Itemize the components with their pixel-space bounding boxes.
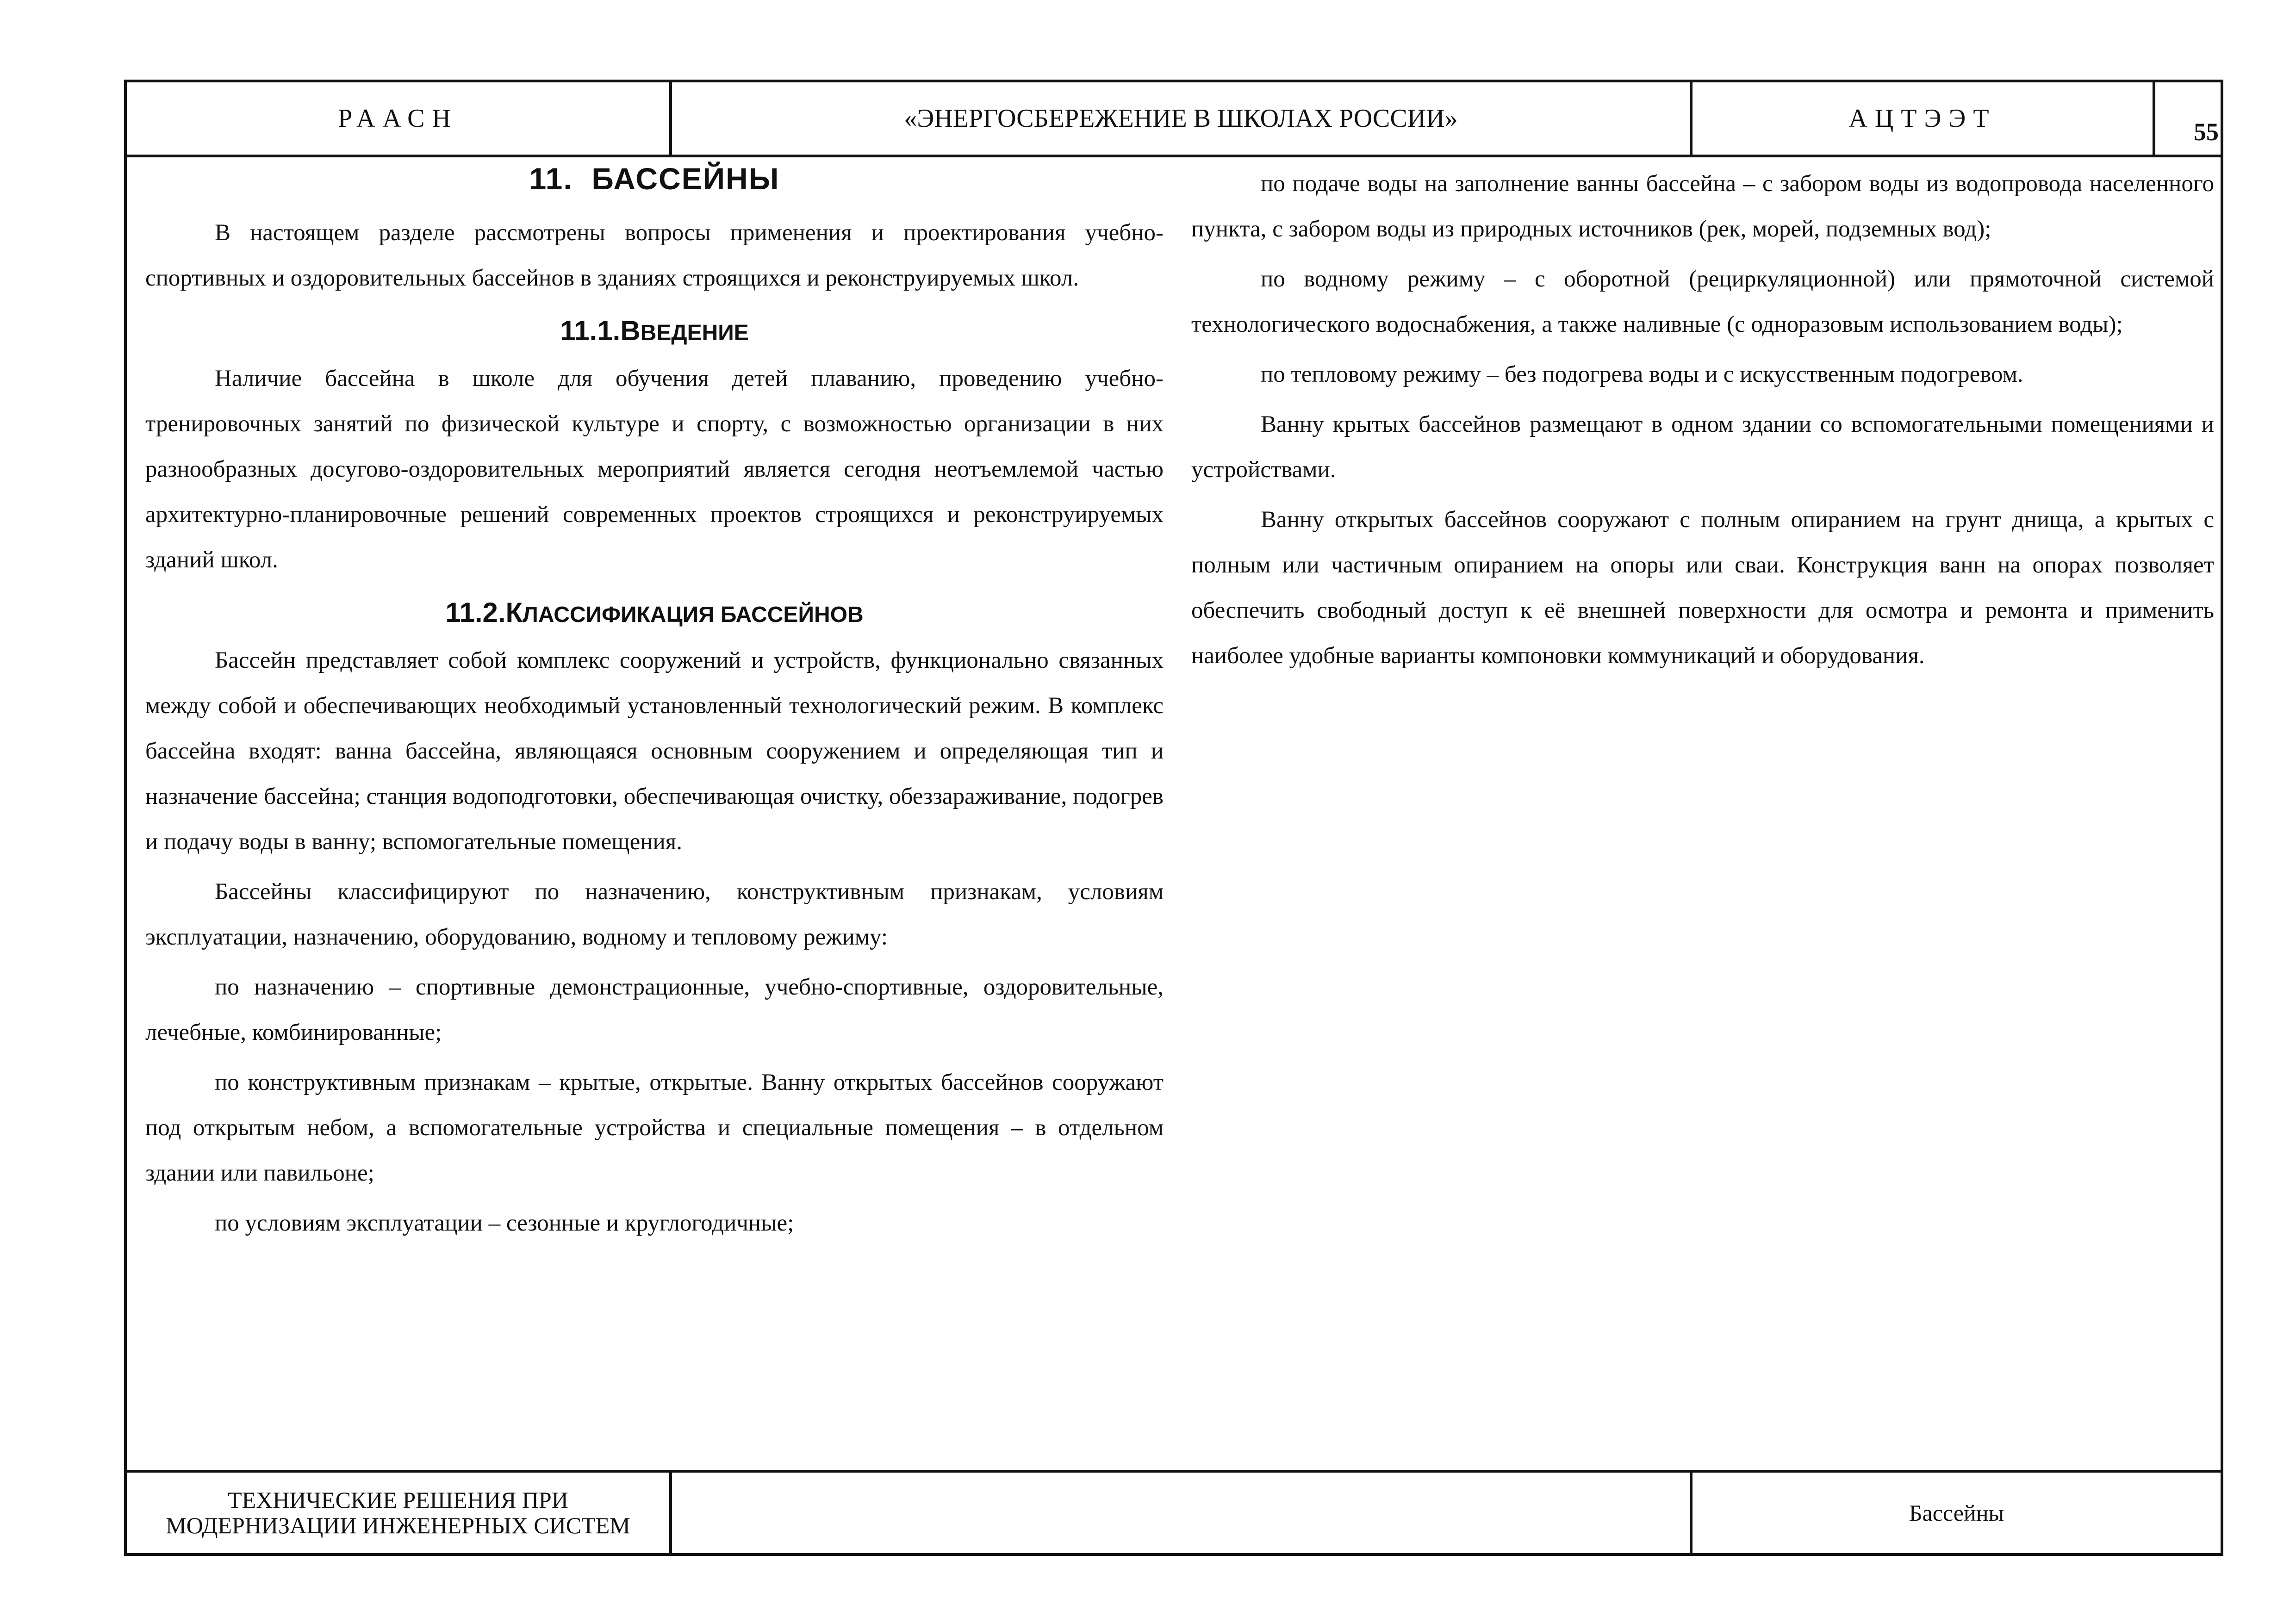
page-frame [124,80,2223,1556]
header-right: АЦТЭЭТ [1692,82,2155,157]
page-number: 55 [2155,82,2221,157]
paragraph: Ванну открытых бассейнов сооружают с полным опиранием на грунт днища, а крытых с полным или частичным опиранием на опоры или сваи. Конструкция ванн на опорах позволяет обеспечить свободный доступ к её внешней поверхности для осмотра и ремонта и применить наиболее удобные варианты компоновки коммуникаций и оборудования. [1191,507,2214,669]
intro-paragraph: В настоящем разделе рассмотрены вопросы применения и проектирования учебно-спортивных и оздоровительных бассейнов в зданиях строящихся и реконструируемых школ. [145,220,1164,291]
header-title: «ЭНЕРГОСБЕРЕЖЕНИЕ В ШКОЛАХ РОССИИ» [672,82,1692,157]
section-heading [145,161,1164,196]
footer-stamp [127,1470,2221,1553]
paragraph: по назначению – спортивные демонстрационные, учебно-спортивные, оздоровительные, лечебные, комбинированные; [145,974,1164,1045]
subsection-title-rest: ВЕДЕНИЕ [640,321,749,345]
footer-left [127,1473,672,1553]
paragraph: по водному режиму – с оборотной (рециркуляционной) или прямоточной системой технологического водоснабжения, а также наливные (с одноразовым использованием воды); [1191,266,2214,337]
paragraph: Бассейн представляет собой комплекс сооружений и устройств, функционально связанных между собой и обеспечивающих необходимый установленный технологический режим. В комплекс бассейна входят: ванна бассейна, являющаяся основным сооружением и определяющая тип и назначение бассейна; станция водоподготовки, обеспечивающая очистку, обеззараживание, подогрев и подачу воды в ванну; вспомогательные помещения. [145,647,1164,855]
paragraph: Бассейны классифицируют по назначению, конструктивным признакам, условиям эксплуатации, назначению, оборудованию, водному и тепловому режиму: [145,879,1164,950]
subsection-number: 11.2. [445,597,506,628]
subsection-number: 11.1. [560,315,621,346]
paragraph: по тепловому режиму – без подогрева воды и с искусственным подогревом. [1261,361,2023,387]
paragraph: по конструктивным признакам – крытые, открытые. Ванну открытых бассейнов сооружают под открытым небом, а вспомогательные устройства и специальные помещения – в отдельном здании или павильоне; [145,1070,1164,1186]
section-title: БАССЕЙНЫ [591,162,780,196]
paragraph: Ванну крытых бассейнов размещают в одном здании со вспомогательными помещениями и устройствами. [1191,411,2214,483]
subsection-title-initial: В [620,315,641,346]
left-column [145,156,1164,1250]
right-column [1191,161,2214,683]
subsection-title-rest: ЛАССИФИКАЦИЯ БАССЕЙНОВ [523,603,864,627]
subsection-heading-intro [145,315,1164,347]
subsection-heading-classification [145,597,1164,628]
footer-left-line1: ТЕХНИЧЕСКИЕ РЕШЕНИЯ ПРИ [228,1487,568,1513]
paragraph: Наличие бассейна в школе для обучения детей плаванию, проведению учебно-тренировочных занятий по физической культуре и спорту, с возможностью организации в них разнообразных досугово-оздоровительных мероприятий является сегодня неотъемлемой частью архитектурно-планировочные решений современных проектов строящихся и реконструируемых зданий школ. [145,366,1164,573]
header-org: РААСН [127,82,672,157]
footer-left-line2: МОДЕРНИЗАЦИИ ИНЖЕНЕРНЫХ СИСТЕМ [166,1512,630,1538]
footer-middle [672,1473,1692,1553]
section-number: 11. [529,162,573,196]
footer-right: Бассейны [1909,1499,2004,1526]
paragraph: по условиям эксплуатации – сезонные и круглогодичные; [215,1210,794,1236]
paragraph: по подаче воды на заполнение ванны бассейна – с забором воды из водопровода населенного пункта, с забором воды из природных источников (рек, морей, подземных вод); [1191,171,2214,242]
subsection-title-initial: К [505,597,523,628]
